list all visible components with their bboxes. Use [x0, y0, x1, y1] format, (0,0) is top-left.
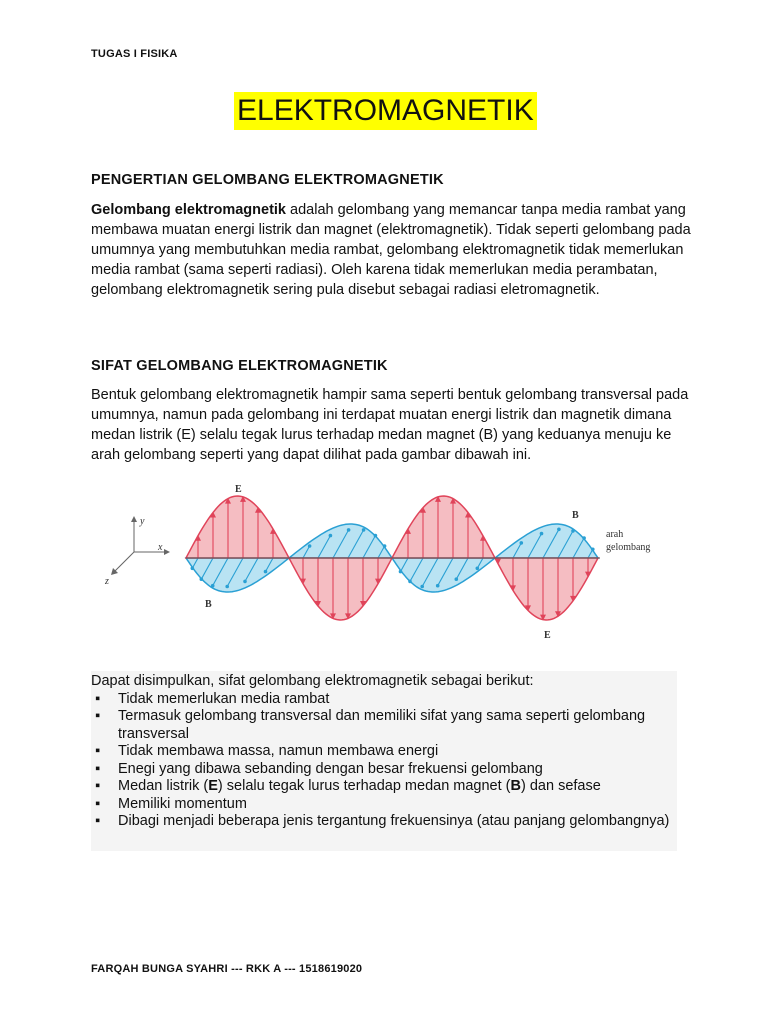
magnetic-field-arrowhead	[243, 580, 247, 584]
em-wave-diagram	[100, 480, 680, 640]
text-fragment: ) dan sefase	[521, 778, 601, 794]
list-item-text: Termasuk gelombang transversal dan memiliki sifat yang sama seperti gelombang transversal	[118, 708, 646, 742]
direction-label-line1: arah	[606, 529, 624, 540]
magnetic-field-arrowhead	[476, 567, 480, 571]
list-item-text: Tidak membawa massa, namun membawa energi	[118, 743, 439, 759]
summary-intro: Dapat disimpulkan, sifat gelombang elektromagnetik sebagai berikut:	[91, 673, 534, 689]
document-footer: FARQAH BUNGA SYAHRI --- RKK A --- 1518619020	[91, 963, 363, 975]
magnetic-field-arrowhead	[420, 585, 424, 589]
list-item-text: Memiliki momentum	[118, 795, 247, 812]
bullet-icon: ▪	[95, 743, 101, 759]
list-item	[91, 778, 677, 796]
symbol-b: B	[510, 778, 521, 794]
magnetic-field-arrowhead	[383, 544, 387, 548]
magnetic-field-arrowhead	[329, 534, 333, 538]
magnetic-field-arrowhead	[408, 580, 412, 584]
magnetic-field-arrowhead	[540, 532, 544, 536]
axes-icon	[104, 516, 170, 587]
axis-x-label: x	[158, 542, 163, 553]
text-fragment: ) selalu tegak lurus terhadap medan magnet (	[217, 778, 511, 794]
bullet-icon: ▪	[95, 795, 101, 812]
bullet-icon: ▪	[95, 690, 101, 707]
bullet-icon: ▪	[95, 760, 101, 777]
magnetic-field-arrowhead	[436, 584, 440, 588]
magnetic-field-arrowhead	[308, 544, 312, 548]
magnetic-field-arrowhead	[374, 534, 378, 538]
list-item	[91, 796, 677, 814]
magnetic-field-arrowhead	[582, 536, 586, 540]
summary-list	[91, 691, 677, 831]
axis-y-label: y	[140, 516, 145, 527]
magnetic-field-arrowhead	[399, 570, 403, 574]
bullet-icon: ▪	[95, 778, 101, 794]
text-fragment: Medan listrik (	[118, 778, 209, 794]
magnetic-field-arrowhead	[211, 584, 215, 588]
document-header: TUGAS I FISIKA	[91, 48, 178, 60]
list-item-text	[118, 778, 601, 794]
b-label-right: B	[572, 510, 579, 521]
e-label-top: E	[235, 484, 242, 495]
magnetic-field-arrowhead	[557, 528, 561, 532]
magnetic-field-arrowhead	[347, 528, 351, 532]
magnetic-field-arrowhead	[571, 529, 575, 533]
magnetic-field-arrowhead	[225, 585, 229, 589]
list-item	[91, 708, 677, 743]
bullet-icon: ▪	[95, 813, 101, 829]
definition-paragraph	[91, 200, 691, 300]
summary-list-block	[91, 671, 677, 851]
magnetic-field-arrowhead	[520, 541, 524, 545]
b-label-left: B	[205, 599, 212, 610]
list-item	[91, 691, 677, 709]
magnetic-field-arrowhead	[455, 577, 459, 581]
list-item-text: Dibagi menjadi beberapa jenis tergantung frekuensinya (atau panjang gelombangnya)	[118, 813, 670, 829]
magnetic-field-arrowhead	[362, 528, 366, 532]
list-item-text: Enegi yang dibawa sebanding dengan besar frekuensi gelombang	[118, 760, 543, 777]
section-heading-definition: PENGERTIAN GELOMBANG ELEKTROMAGNETIK	[91, 172, 444, 188]
em-wave-figure	[100, 480, 680, 640]
bold-term: Gelombang elektromagnetik	[91, 202, 286, 218]
magnetic-field-arrowhead	[191, 567, 195, 571]
list-item-text: Tidak memerlukan media rambat	[118, 690, 330, 707]
definition-body: adalah gelombang yang memancar tanpa media rambat yang membawa muatan energi listrik dan magnet (elektromagnetik). Tidak seperti gelombang pada umumnya yang membutuhkan media rambat, gelombang elektromagnetik tidak memerlukan media rambat (sama seperti radiasi). Oleh karena tidak memerlukan media perambatan, gelombang elektromagnetik sering pula disebut sebagai radiasi eletromagnetik.	[91, 202, 691, 298]
symbol-e: E	[208, 778, 218, 794]
section-heading-properties: SIFAT GELOMBANG ELEKTROMAGNETIK	[91, 358, 388, 374]
magnetic-field-arrowhead	[200, 577, 204, 581]
axis-z-label: z	[105, 576, 109, 587]
direction-label-line2: gelombang	[606, 542, 651, 553]
page-title: ELEKTROMAGNETIK	[234, 92, 537, 130]
properties-paragraph: Bentuk gelombang elektromagnetik hampir sama seperti bentuk gelombang transversal pada umumnya, namun pada gelombang ini terdapat muatan energi listrik dan magnetik dimana medan listrik (E) selalu tegak lurus terhadap medan magnet (B) yang keduanya menuju ke arah gelombang seperti yang dapat dilihat pada gambar dibawah ini.	[91, 387, 689, 463]
bullet-icon: ▪	[95, 708, 101, 724]
list-item	[91, 813, 677, 831]
list-item	[91, 761, 677, 779]
magnetic-field-arrowhead	[264, 570, 268, 574]
list-item	[91, 743, 677, 761]
e-label-bottom: E	[544, 630, 551, 640]
magnetic-field-arrowhead	[591, 548, 595, 552]
